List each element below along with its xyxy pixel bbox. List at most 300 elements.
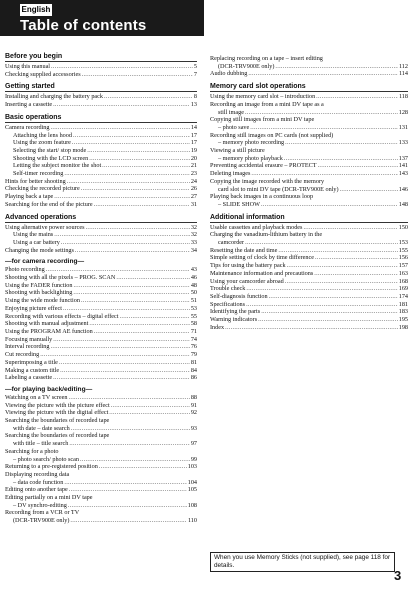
dot-leader xyxy=(51,63,193,71)
dot-leader xyxy=(61,239,190,247)
dot-leader xyxy=(59,359,190,367)
dot-leader xyxy=(72,139,190,147)
toc-section xyxy=(5,113,197,209)
toc-entry-continuation: – DV synchro-editing xyxy=(13,501,67,509)
toc-entry-page: 50 xyxy=(190,289,197,297)
header-bar xyxy=(0,0,204,36)
toc-entry-title: Editing partially on a mini DV tape xyxy=(5,494,93,502)
toc-entry-row xyxy=(5,247,197,255)
toc-entry-title: Maintenance information and precautions xyxy=(210,269,314,277)
toc-entry[interactable] xyxy=(5,266,197,274)
toc-entry[interactable] xyxy=(210,147,408,162)
dot-leader xyxy=(54,231,190,239)
toc-entry-title: Recording with various effects – digital effect xyxy=(5,312,119,320)
toc-entry-row xyxy=(5,147,197,155)
toc-entry-page: 74 xyxy=(190,335,197,343)
toc-entry[interactable] xyxy=(5,297,197,305)
toc-entry-title: Inserting a cassette xyxy=(5,101,53,109)
toc-entry-row xyxy=(210,301,408,309)
toc-entry[interactable] xyxy=(210,93,408,101)
toc-entry[interactable] xyxy=(5,289,197,297)
toc-entry-page: 168 xyxy=(398,277,408,285)
toc-entry[interactable] xyxy=(5,305,197,313)
toc-entry-page: 118 xyxy=(398,93,408,101)
toc-entry-title: Returning to a pre-registered position xyxy=(5,463,98,471)
toc-section xyxy=(5,258,197,382)
toc-entry-row xyxy=(5,456,197,464)
dot-leader xyxy=(245,109,398,117)
toc-entry[interactable] xyxy=(5,336,197,344)
page-title: Table of contents xyxy=(20,17,147,34)
dot-leader xyxy=(69,486,187,494)
toc-entry-row xyxy=(210,186,408,194)
toc-entry[interactable] xyxy=(5,162,197,170)
memory-stick-note: When you use Memory Sticks (not supplied), see page 118 for details. xyxy=(210,552,395,572)
toc-entry-row xyxy=(5,320,197,328)
toc-entry-title: Installing and charging the battery pack xyxy=(5,93,103,101)
toc-entry-page: 24 xyxy=(190,177,197,185)
toc-entry[interactable] xyxy=(210,101,408,116)
toc-entry[interactable] xyxy=(210,301,408,309)
toc-entry-row xyxy=(210,63,408,71)
toc-entry[interactable] xyxy=(210,316,408,324)
toc-entry-title: Index xyxy=(210,323,225,331)
toc-entry-title: Playing back images in a continuous loop xyxy=(210,193,314,201)
toc-entry-page: 156 xyxy=(398,254,408,262)
toc-entry-page: 93 xyxy=(190,424,197,432)
toc-entry-page: 8 xyxy=(193,93,197,101)
toc-entry-row xyxy=(5,374,197,382)
toc-entry-title: Changing the mode settings xyxy=(5,246,74,254)
toc-entry-title: Cut recording xyxy=(5,351,40,359)
toc-entry[interactable] xyxy=(5,170,197,178)
toc-left-column xyxy=(5,52,197,529)
dot-leader xyxy=(251,170,397,178)
dot-leader xyxy=(86,224,190,232)
toc-entry[interactable] xyxy=(210,262,408,270)
toc-entry-page: 55 xyxy=(190,312,197,320)
toc-entry-page: 84 xyxy=(190,366,197,374)
toc-entry-page: 43 xyxy=(190,266,197,274)
dot-leader xyxy=(54,193,190,201)
dot-leader xyxy=(284,155,398,163)
toc-entry-title: Deleting images xyxy=(210,170,251,178)
toc-entry-title: Searching the boundaries of recorded tape xyxy=(5,432,110,440)
dot-leader xyxy=(69,394,190,402)
toc-entry-page: 13 xyxy=(190,101,197,109)
toc-entry-page: 155 xyxy=(398,246,408,254)
dot-leader xyxy=(287,262,398,270)
toc-entry-title: Watching on a TV screen xyxy=(5,393,68,401)
dot-leader xyxy=(73,289,189,297)
toc-entry[interactable] xyxy=(210,231,408,246)
toc-section xyxy=(5,52,197,78)
dot-leader xyxy=(246,285,397,293)
dot-leader xyxy=(68,502,187,510)
toc-entry[interactable] xyxy=(5,374,197,382)
dot-leader xyxy=(250,124,397,132)
toc-entry-title: Using the wide mode function xyxy=(5,297,80,305)
toc-entry-row xyxy=(5,274,197,282)
toc-entry-row xyxy=(210,316,408,324)
toc-entry-continuation: (DCR-TRV900E only) xyxy=(218,62,275,70)
toc-entry[interactable] xyxy=(5,224,197,232)
dot-leader xyxy=(53,336,190,344)
toc-entry-title: Searching for a photo xyxy=(5,447,59,455)
toc-entry[interactable] xyxy=(5,139,197,147)
toc-entry-row xyxy=(210,109,408,117)
toc-entry-title: Using the FADER function xyxy=(5,281,73,289)
dot-leader xyxy=(94,328,190,336)
dot-leader xyxy=(64,170,189,178)
dot-leader xyxy=(40,351,190,359)
toc-entry-page: 91 xyxy=(190,401,197,409)
toc-section-title: Basic operations xyxy=(5,113,197,123)
toc-entry[interactable] xyxy=(5,239,197,247)
toc-entry-row xyxy=(5,224,197,232)
toc-entry[interactable] xyxy=(5,448,197,463)
toc-entry-row xyxy=(5,440,197,448)
dot-leader xyxy=(316,93,398,101)
dot-leader xyxy=(340,186,398,194)
toc-entry-row xyxy=(5,486,197,494)
toc-entry[interactable] xyxy=(5,93,197,101)
toc-entry-title: Interval recording xyxy=(5,343,50,351)
dot-leader xyxy=(285,139,398,147)
toc-entry-continuation: – SLIDE SHOW xyxy=(218,200,260,208)
toc-entry-row xyxy=(5,101,197,109)
toc-entry[interactable] xyxy=(5,417,197,432)
toc-entry-title: Photo recording xyxy=(5,266,45,274)
toc-entry-row xyxy=(210,285,408,293)
toc-entry-row xyxy=(210,139,408,147)
toc-entry-title: Recording an image from a mini DV tape as a xyxy=(210,100,324,108)
toc-entry-row xyxy=(210,293,408,301)
toc-entry[interactable] xyxy=(210,193,408,208)
toc-entry-title: Using the zoom feature xyxy=(13,139,71,147)
toc-entry-title: Viewing a still picture xyxy=(210,147,265,155)
toc-entry-page: 150 xyxy=(398,223,408,231)
toc-entry-title: Shooting with manual adjustment xyxy=(5,320,89,328)
toc-entry-row xyxy=(210,278,408,286)
toc-entry-title: Recording from a VCR or TV xyxy=(5,509,80,517)
toc-entry-row xyxy=(5,193,197,201)
toc-entry-row xyxy=(5,266,197,274)
toc-entry-row xyxy=(210,170,408,178)
toc-entry[interactable] xyxy=(210,308,408,316)
toc-entry-title: Shooting with all the pixels – PROG. SCAN xyxy=(5,274,116,282)
toc-entry[interactable] xyxy=(5,486,197,494)
dot-leader xyxy=(81,297,190,305)
toc-entry-row xyxy=(5,170,197,178)
toc-entry-continuation: – photo save xyxy=(218,123,250,131)
toc-entry-title: Replacing recording on a tape – insert editing xyxy=(210,55,323,62)
dot-leader xyxy=(80,456,190,464)
toc-entry-page: 163 xyxy=(398,269,408,277)
toc-entry[interactable] xyxy=(210,247,408,255)
toc-entry[interactable] xyxy=(5,359,197,367)
toc-entry[interactable] xyxy=(5,193,197,201)
dot-leader xyxy=(303,224,397,232)
dot-leader xyxy=(75,247,190,255)
toc-entry-page: 58 xyxy=(190,320,197,328)
toc-entry[interactable] xyxy=(5,155,197,163)
toc-entry[interactable] xyxy=(210,278,408,286)
toc-section xyxy=(5,213,197,255)
toc-entry-title: Trouble check xyxy=(210,285,246,293)
dot-leader xyxy=(71,425,190,433)
dot-leader xyxy=(73,132,190,140)
toc-entry-row xyxy=(5,63,197,71)
toc-entry-page: 33 xyxy=(190,238,197,246)
toc-entry-page: 181 xyxy=(398,300,408,308)
dot-leader xyxy=(275,63,398,71)
toc-entry-title: Playing back a tape xyxy=(5,193,54,201)
toc-entry[interactable] xyxy=(5,178,197,186)
toc-entry-page: 7 xyxy=(193,70,197,78)
toc-entry-page: 51 xyxy=(190,297,197,305)
toc-entry-row xyxy=(210,70,408,78)
toc-entry-page: 131 xyxy=(398,123,408,131)
toc-entry-title: Shooting with backlighting xyxy=(5,289,73,297)
toc-subsection-title: —for playing back/editing— xyxy=(5,385,93,393)
toc-entry-row xyxy=(5,282,197,290)
dot-leader xyxy=(53,374,190,382)
toc-entry[interactable] xyxy=(5,320,197,328)
toc-entry-row xyxy=(5,289,197,297)
toc-entry-row xyxy=(5,367,197,375)
toc-entry-title: Using your camcorder abroad xyxy=(210,277,284,285)
dot-leader xyxy=(109,409,190,417)
toc-entry[interactable] xyxy=(5,409,197,417)
toc-entry[interactable] xyxy=(5,313,197,321)
toc-entry[interactable] xyxy=(210,170,408,178)
toc-entry-title: Copying the image recorded with the memory xyxy=(210,177,325,185)
toc-entry-page: 76 xyxy=(190,343,197,351)
toc-entry[interactable] xyxy=(5,282,197,290)
toc-entry-page: 86 xyxy=(190,374,197,382)
toc-entry-title: Warning indicators xyxy=(210,316,258,324)
toc-entry-page: 195 xyxy=(398,316,408,324)
toc-entry-row xyxy=(5,328,197,336)
toc-entry-page: 88 xyxy=(190,393,197,401)
toc-entry[interactable] xyxy=(210,285,408,293)
toc-section-title: Memory card slot operations xyxy=(210,82,408,92)
dot-leader xyxy=(51,343,190,351)
toc-entry-page: 32 xyxy=(190,231,197,239)
toc-entry-title: Hints for better shooting xyxy=(5,177,66,185)
toc-entry[interactable] xyxy=(5,471,197,486)
toc-subsection-title: —for camera recording— xyxy=(5,258,85,266)
toc-entry-title: Focusing manually xyxy=(5,335,53,343)
toc-entry-page: 71 xyxy=(190,327,197,335)
toc-entry[interactable] xyxy=(5,394,197,402)
toc-entry[interactable] xyxy=(5,147,197,155)
toc-entry-title: Usable cassettes and playback modes xyxy=(210,223,303,231)
toc-entry-page: 148 xyxy=(398,200,408,208)
toc-entry-page: 5 xyxy=(193,63,197,70)
toc-entry-title: Self-diagnosis function xyxy=(210,292,268,300)
dot-leader xyxy=(245,239,398,247)
toc-entry-page: 133 xyxy=(398,139,408,147)
dot-leader xyxy=(53,101,190,109)
toc-right-column xyxy=(210,55,408,336)
toc-entry-title: Copying still images from a mini DV tape xyxy=(210,116,315,124)
toc-entry-title: Self-timer recording xyxy=(13,170,64,178)
dot-leader xyxy=(70,517,187,525)
toc-entry-page: 110 xyxy=(187,517,197,525)
toc-section xyxy=(5,386,197,525)
toc-entry-title: Using alternative power sources xyxy=(5,223,85,231)
toc-entry[interactable] xyxy=(5,402,197,410)
toc-entry[interactable] xyxy=(210,70,408,78)
toc-section-title: Additional information xyxy=(210,213,408,223)
toc-entry[interactable] xyxy=(5,274,197,282)
toc-entry-row xyxy=(5,93,197,101)
toc-entry-row xyxy=(5,502,197,510)
dot-leader xyxy=(116,274,189,282)
toc-entry-row xyxy=(5,359,197,367)
toc-entry[interactable] xyxy=(5,63,197,71)
dot-leader xyxy=(225,324,398,332)
toc-entry-page: 103 xyxy=(187,463,197,471)
toc-entry-page: 21 xyxy=(190,162,197,170)
toc-entry[interactable] xyxy=(5,463,197,471)
toc-entry-page: 183 xyxy=(398,308,408,316)
dot-leader xyxy=(318,162,398,170)
toc-section xyxy=(210,55,408,78)
toc-entry-row xyxy=(5,409,197,417)
toc-entry[interactable] xyxy=(5,71,197,79)
toc-entry-row xyxy=(5,517,197,525)
toc-section-title: Advanced operations xyxy=(5,213,197,223)
toc-entry-row xyxy=(5,479,197,487)
toc-entry-page: 26 xyxy=(190,185,197,193)
toc-entry-title: Identifying the parts xyxy=(210,308,261,316)
toc-entry[interactable] xyxy=(210,254,408,262)
toc-entry-continuation: – memory photo recording xyxy=(218,139,285,147)
toc-entry-page: 141 xyxy=(398,162,408,170)
toc-entry-title: Attaching the lens hood xyxy=(13,131,72,139)
toc-entry[interactable] xyxy=(5,343,197,351)
toc-entry[interactable] xyxy=(210,224,408,232)
toc-entry-row xyxy=(5,155,197,163)
toc-entry-row xyxy=(5,178,197,186)
toc-entry[interactable] xyxy=(5,328,197,336)
toc-entry[interactable] xyxy=(210,162,408,170)
toc-entry-page: 79 xyxy=(190,351,197,359)
toc-entry-title: Using the PROGRAM AE function xyxy=(5,327,93,335)
toc-entry[interactable] xyxy=(5,201,197,209)
dot-leader xyxy=(261,308,398,316)
toc-entry[interactable] xyxy=(5,185,197,193)
toc-entry-title: Shooting with the LCD screen xyxy=(13,154,89,162)
toc-entry-title: Viewing the picture with the picture effect xyxy=(5,401,110,409)
toc-entry-page: 14 xyxy=(190,123,197,131)
toc-entry-row xyxy=(5,463,197,471)
toc-entry[interactable] xyxy=(5,351,197,359)
toc-entry-page: 81 xyxy=(190,358,197,366)
toc-entry-title: Making a custom title xyxy=(5,366,60,374)
toc-entry-row xyxy=(5,71,197,79)
toc-entry-page: 19 xyxy=(190,146,197,154)
toc-entry-row xyxy=(5,231,197,239)
dot-leader xyxy=(87,147,190,155)
toc-entry[interactable] xyxy=(5,132,197,140)
toc-entry-row xyxy=(5,313,197,321)
toc-entry-continuation: – memory photo playback xyxy=(218,154,283,162)
toc-entry-title: Audio dubbing xyxy=(210,70,248,78)
toc-entry-row xyxy=(5,162,197,170)
toc-entry-page: 108 xyxy=(187,501,197,509)
toc-entry-row xyxy=(210,239,408,247)
toc-entry[interactable] xyxy=(210,132,408,147)
toc-entry-page: 153 xyxy=(398,239,408,247)
toc-entry-page: 92 xyxy=(190,409,197,417)
toc-entry-page: 34 xyxy=(190,246,197,254)
toc-entry-row xyxy=(210,155,408,163)
toc-entry[interactable] xyxy=(210,55,408,70)
toc-entry[interactable] xyxy=(5,432,197,447)
toc-entry-page: 104 xyxy=(187,478,197,486)
toc-entry[interactable] xyxy=(210,178,408,193)
dot-leader xyxy=(315,254,398,262)
toc-entry-row xyxy=(5,394,197,402)
dot-leader xyxy=(261,201,398,209)
toc-entry[interactable] xyxy=(5,231,197,239)
toc-entry-title: Preventing accidental erasure – PROTECT xyxy=(210,162,317,170)
toc-entry-page: 17 xyxy=(190,131,197,139)
toc-entry-title: Using the mains xyxy=(13,231,54,239)
toc-entry-page: 169 xyxy=(398,285,408,293)
toc-section-title: Getting started xyxy=(5,82,197,92)
toc-entry-row xyxy=(210,324,408,332)
toc-entry-row xyxy=(5,351,197,359)
toc-entry-page: 137 xyxy=(398,154,408,162)
dot-leader xyxy=(248,70,398,78)
toc-entry[interactable] xyxy=(210,324,408,332)
dot-leader xyxy=(278,247,397,255)
toc-entry-row xyxy=(5,336,197,344)
toc-entry[interactable] xyxy=(5,247,197,255)
toc-entry-row xyxy=(210,93,408,101)
toc-entry[interactable] xyxy=(5,509,197,524)
toc-entry-page: 146 xyxy=(398,185,408,193)
toc-entry-title: Labeling a cassette xyxy=(5,374,53,382)
dot-leader xyxy=(94,201,190,209)
toc-entry[interactable] xyxy=(5,124,197,132)
toc-entry[interactable] xyxy=(210,116,408,131)
dot-leader xyxy=(120,313,190,321)
toc-entry-title: Recording still images on PC cards (not supplied) xyxy=(210,131,334,139)
language-tab: English xyxy=(21,5,51,14)
toc-entry[interactable] xyxy=(5,494,197,509)
toc-entry[interactable] xyxy=(210,270,408,278)
toc-entry[interactable] xyxy=(210,293,408,301)
toc-entry-row xyxy=(5,425,197,433)
toc-entry[interactable] xyxy=(5,367,197,375)
toc-entry[interactable] xyxy=(5,101,197,109)
toc-entry-row xyxy=(5,132,197,140)
dot-leader xyxy=(63,305,190,313)
toc-entry-title: Displaying recording data xyxy=(5,470,70,478)
toc-entry-row xyxy=(210,254,408,262)
dot-leader xyxy=(314,270,397,278)
dot-leader xyxy=(46,266,190,274)
toc-entry-row xyxy=(5,305,197,313)
toc-entry-title: Viewing the picture with the digital effect xyxy=(5,409,109,417)
toc-entry-row xyxy=(210,270,408,278)
